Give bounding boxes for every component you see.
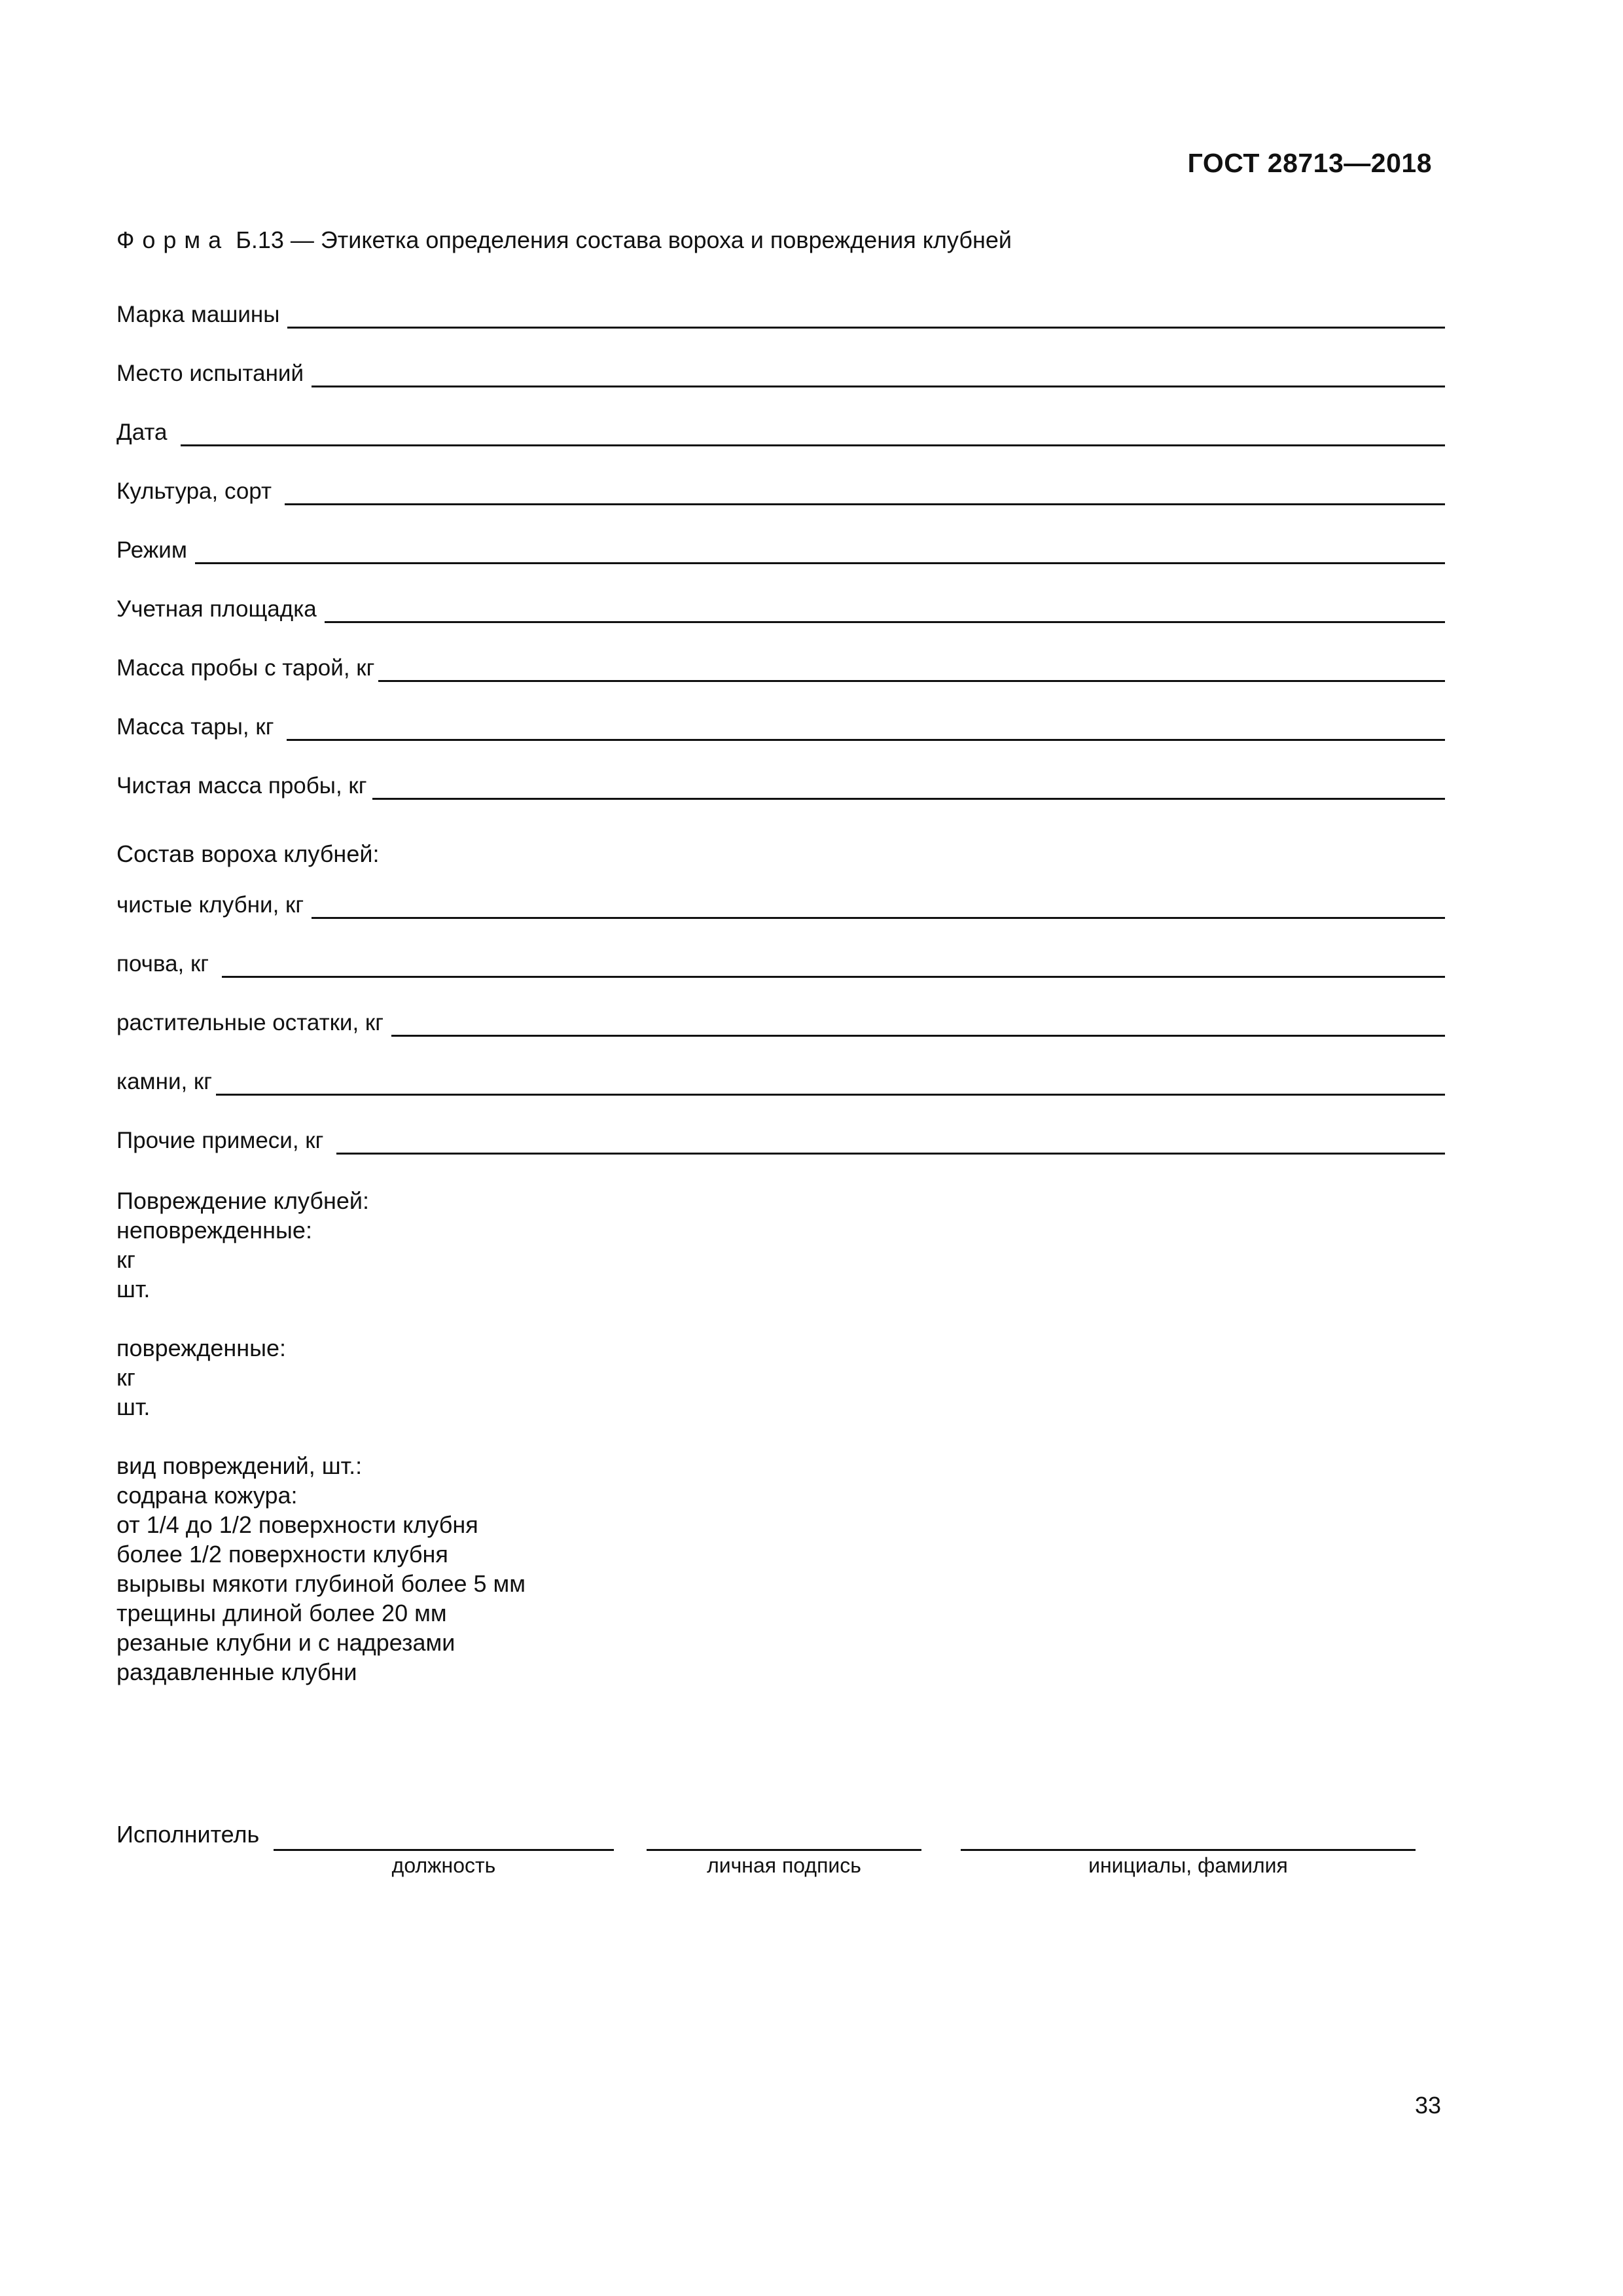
signature-caption: личная подпись (707, 1854, 861, 1877)
fill-line[interactable] (222, 937, 1445, 978)
field-label: камни, кг (116, 1069, 213, 1094)
field-test-location (116, 348, 1445, 387)
field-culture-variety (116, 466, 1445, 505)
field-plant-residues (116, 997, 1445, 1037)
damaged-kg: кг (116, 1364, 135, 1391)
damaged-label: поврежденные: (116, 1335, 287, 1361)
fill-line[interactable] (336, 1113, 1445, 1155)
position-caption: должность (391, 1854, 496, 1877)
field-label: Марка машины (116, 302, 280, 327)
undamaged-label: неповрежденные: (116, 1217, 312, 1244)
field-other-impurities (116, 1115, 1445, 1155)
field-soil (116, 939, 1445, 978)
fill-line[interactable] (312, 878, 1445, 919)
fill-line[interactable] (287, 700, 1445, 741)
damage-type-line: от 1/4 до 1/2 поверхности клубня (116, 1511, 478, 1538)
signature-row (116, 1812, 1432, 1851)
damage-type-line: резаные клубни и с надрезами (116, 1629, 455, 1656)
damage-type-line: трещины длиной более 20 мм (116, 1600, 447, 1626)
field-stones (116, 1056, 1445, 1096)
field-net-mass (116, 761, 1445, 800)
damage-heading: Повреждение клубней: (116, 1187, 369, 1214)
field-label: Режим (116, 537, 187, 563)
field-label: Прочие примеси, кг (116, 1128, 324, 1153)
field-clean-tubers (116, 880, 1445, 919)
fill-line[interactable] (391, 996, 1445, 1037)
damage-type-line: вид повреждений, шт.: (116, 1452, 363, 1479)
fill-line[interactable] (181, 405, 1445, 446)
fill-line[interactable] (372, 759, 1446, 800)
field-mode (116, 525, 1445, 564)
standard-number: ГОСТ 28713—2018 (1187, 148, 1432, 178)
composition-heading: Состав вороха клубней: (116, 840, 380, 867)
fill-line[interactable] (378, 641, 1445, 682)
fill-line[interactable] (325, 582, 1445, 623)
field-label: Масса пробы с тарой, кг (116, 655, 375, 681)
field-machine-brand (116, 289, 1445, 329)
undamaged-kg: кг (116, 1246, 135, 1273)
field-label: растительные остатки, кг (116, 1010, 384, 1035)
field-label: Чистая масса пробы, кг (116, 773, 367, 798)
damaged-pcs: шт. (116, 1393, 151, 1420)
field-label: почва, кг (116, 951, 209, 977)
damage-type-line: содрана кожура: (116, 1482, 298, 1509)
name-caption: инициалы, фамилия (1088, 1854, 1288, 1877)
field-label: Дата (116, 420, 168, 445)
signature-line[interactable] (647, 1847, 921, 1851)
damage-type-line: более 1/2 поверхности клубня (116, 1541, 448, 1568)
name-line[interactable] (961, 1847, 1416, 1851)
damage-type-line: вырывы мякоти глубиной более 5 мм (116, 1570, 526, 1597)
form-title (116, 226, 1012, 254)
field-label: Место испытаний (116, 361, 304, 386)
damage-undamaged-block (116, 1186, 369, 1304)
field-gross-mass (116, 643, 1445, 682)
form-prefix: Форма (116, 226, 230, 253)
field-plot (116, 584, 1445, 623)
form-title-text: Б.13 — Этикетка определения состава вороха и повреждения клубней (236, 226, 1012, 253)
field-label: чистые клубни, кг (116, 892, 304, 918)
page-number: 33 (1414, 2092, 1441, 2119)
fill-line[interactable] (285, 464, 1445, 505)
damage-type-line: раздавленные клубни (116, 1659, 357, 1685)
fill-line[interactable] (287, 287, 1445, 329)
field-label: Культура, сорт (116, 478, 272, 504)
undamaged-pcs: шт. (116, 1276, 151, 1302)
damage-damaged-block (116, 1333, 286, 1422)
fill-line[interactable] (195, 523, 1445, 564)
field-tare-mass (116, 702, 1445, 741)
field-label: Масса тары, кг (116, 714, 274, 740)
damage-types-block (116, 1451, 526, 1687)
fill-line[interactable] (216, 1054, 1445, 1096)
fill-line[interactable] (312, 346, 1445, 387)
field-label: Учетная площадка (116, 596, 317, 622)
field-date (116, 407, 1445, 446)
position-line[interactable] (274, 1847, 614, 1851)
executor-label: Исполнитель (116, 1821, 260, 1848)
